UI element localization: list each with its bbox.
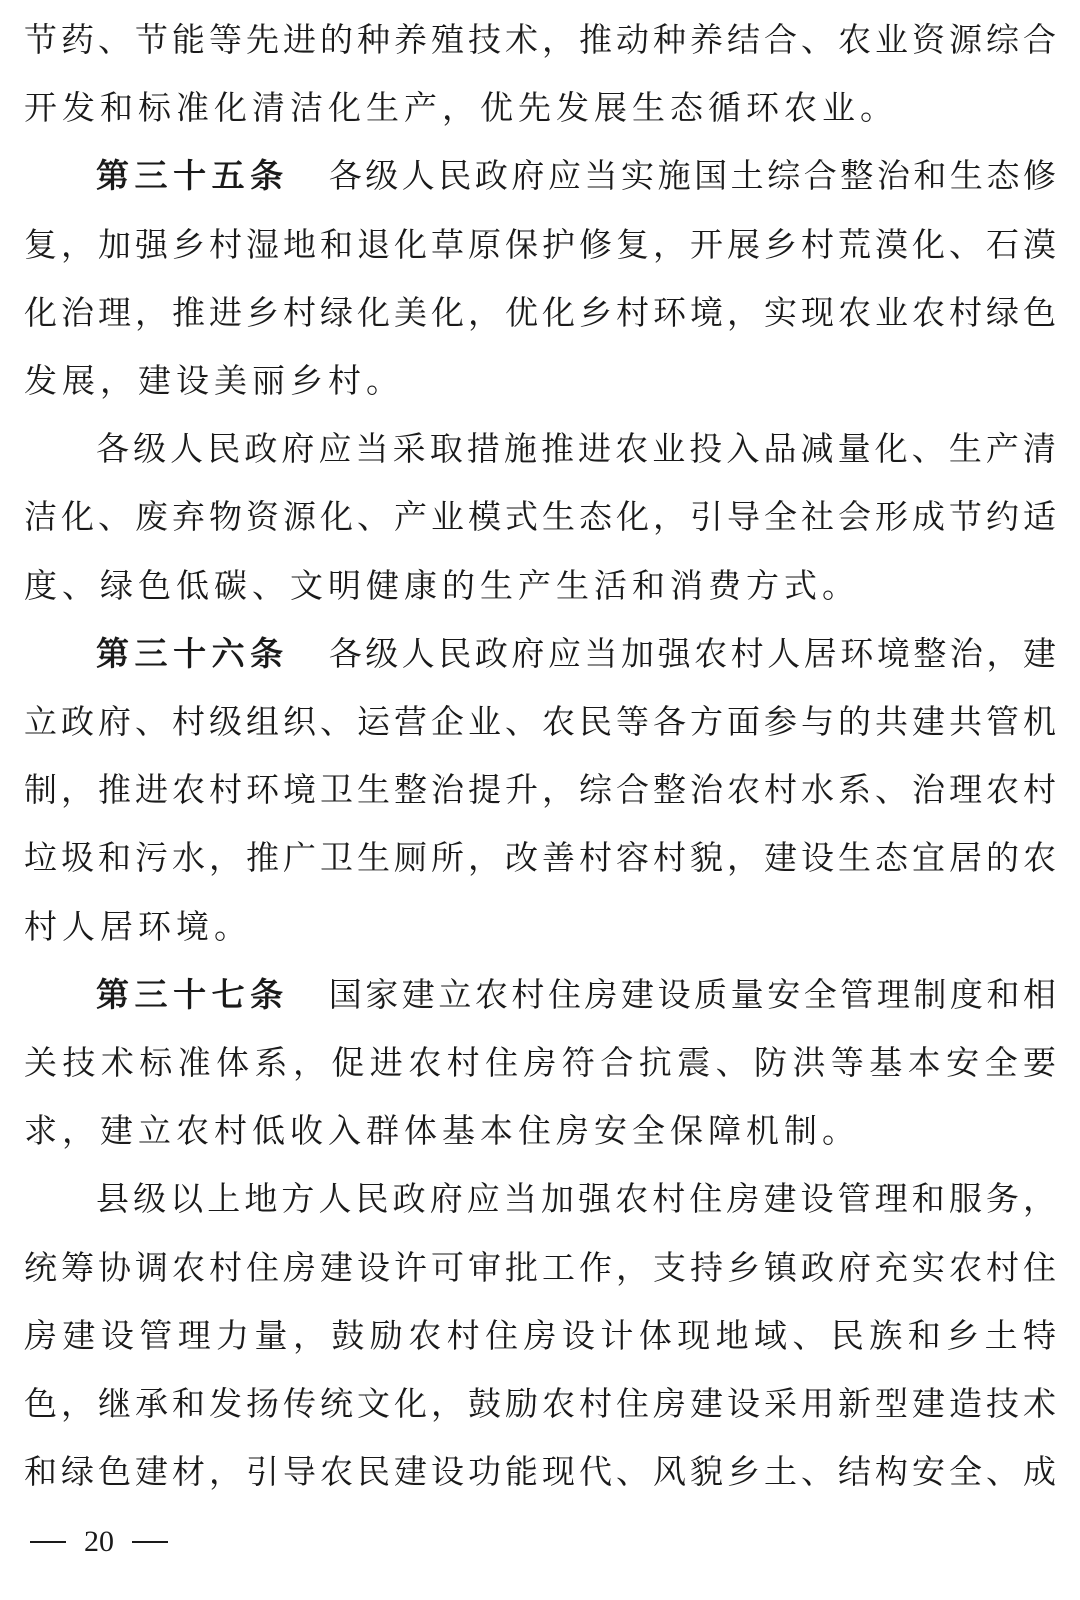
- text-line: [24, 1097, 1056, 1165]
- line-text: 各级人民政府应当采取措施推进农业投入品减量化、生产清: [96, 429, 1056, 469]
- line-text: 国家建立农村住房建设质量安全管理制度和相: [328, 974, 1057, 1014]
- article-line: [96, 961, 1056, 1029]
- text-line: [24, 893, 1056, 961]
- line-text: 求，建立农村低收入群体基本住房安全保障机制。: [24, 1111, 860, 1151]
- line-text: 村人居环境。: [24, 906, 252, 946]
- page-number: 20: [84, 1525, 114, 1558]
- article-heading: 第三十五条: [96, 156, 289, 196]
- text-line: [24, 1438, 1056, 1506]
- line-text: 统筹协调农村住房建设许可审批工作，支持乡镇政府充实农村住: [24, 1247, 1056, 1287]
- text-line: [24, 1370, 1056, 1438]
- text-line: [24, 6, 1056, 74]
- text-line: [24, 1234, 1056, 1302]
- line-text: 垃圾和污水，推广卫生厕所，改善村容村貌，建设生态宜居的农: [24, 838, 1056, 878]
- line-text: 洁化、废弃物资源化、产业模式生态化，引导全社会形成节约适: [24, 497, 1056, 537]
- text-line: [24, 1302, 1056, 1370]
- article-heading: 第三十七条: [96, 974, 289, 1014]
- line-text: 立政府、村级组织、运营企业、农民等各方面参与的共建共管机: [24, 702, 1056, 741]
- line-text: 节药、节能等先进的种养殖技术，推动种养结合、农业资源综合: [24, 20, 1056, 59]
- text-line: [96, 1165, 1056, 1233]
- text-line: [24, 1029, 1056, 1097]
- line-text: 开发和标准化清洁化生产，优先发展生态循环农业。: [24, 88, 898, 128]
- text-line: [24, 347, 1056, 415]
- text-line: [96, 415, 1056, 483]
- footer-dash-left: [30, 1541, 66, 1543]
- line-text: 色，继承和发扬传统文化，鼓励农村住房建设采用新型建造技术: [24, 1384, 1056, 1423]
- text-line: [24, 483, 1056, 551]
- line-text: 各级人民政府应当加强农村人居环境整治，建: [328, 633, 1057, 673]
- text-line: [24, 688, 1056, 756]
- line-text: 度、绿色低碳、文明健康的生产生活和消费方式。: [24, 565, 860, 605]
- text-line: [24, 74, 1056, 142]
- text-line: [24, 756, 1056, 824]
- line-text: 关技术标准体系，促进农村住房符合抗震、防洪等基本安全要: [24, 1043, 1056, 1082]
- line-text: 复，加强乡村湿地和退化草原保护修复，开展乡村荒漠化、石漠: [24, 224, 1056, 264]
- article-line: [96, 620, 1056, 688]
- line-text: 和绿色建材，引导农民建设功能现代、风貌乡土、结构安全、成: [24, 1452, 1056, 1492]
- text-line: [24, 824, 1056, 892]
- article-heading: 第三十六条: [96, 633, 289, 673]
- line-text: 制，推进农村环境卫生整治提升，综合整治农村水系、治理农村: [24, 770, 1056, 810]
- text-line: [24, 552, 1056, 620]
- line-text: 房建设管理力量，鼓励农村住房设计体现地域、民族和乡土特: [24, 1315, 1056, 1355]
- footer-dash-right: [132, 1541, 168, 1543]
- article-line: [96, 142, 1056, 210]
- page-footer: [30, 1522, 168, 1562]
- text-line: [24, 279, 1056, 347]
- line-text: 发展，建设美丽乡村。: [24, 361, 404, 400]
- text-line: [24, 211, 1056, 279]
- line-text: 县级以上地方人民政府应当加强农村住房建设管理和服务，: [96, 1179, 1056, 1219]
- line-text: 各级人民政府应当实施国土综合整治和生态修: [328, 156, 1057, 196]
- line-text: 化治理，推进乡村绿化美化，优化乡村环境，实现农业农村绿色: [24, 292, 1056, 332]
